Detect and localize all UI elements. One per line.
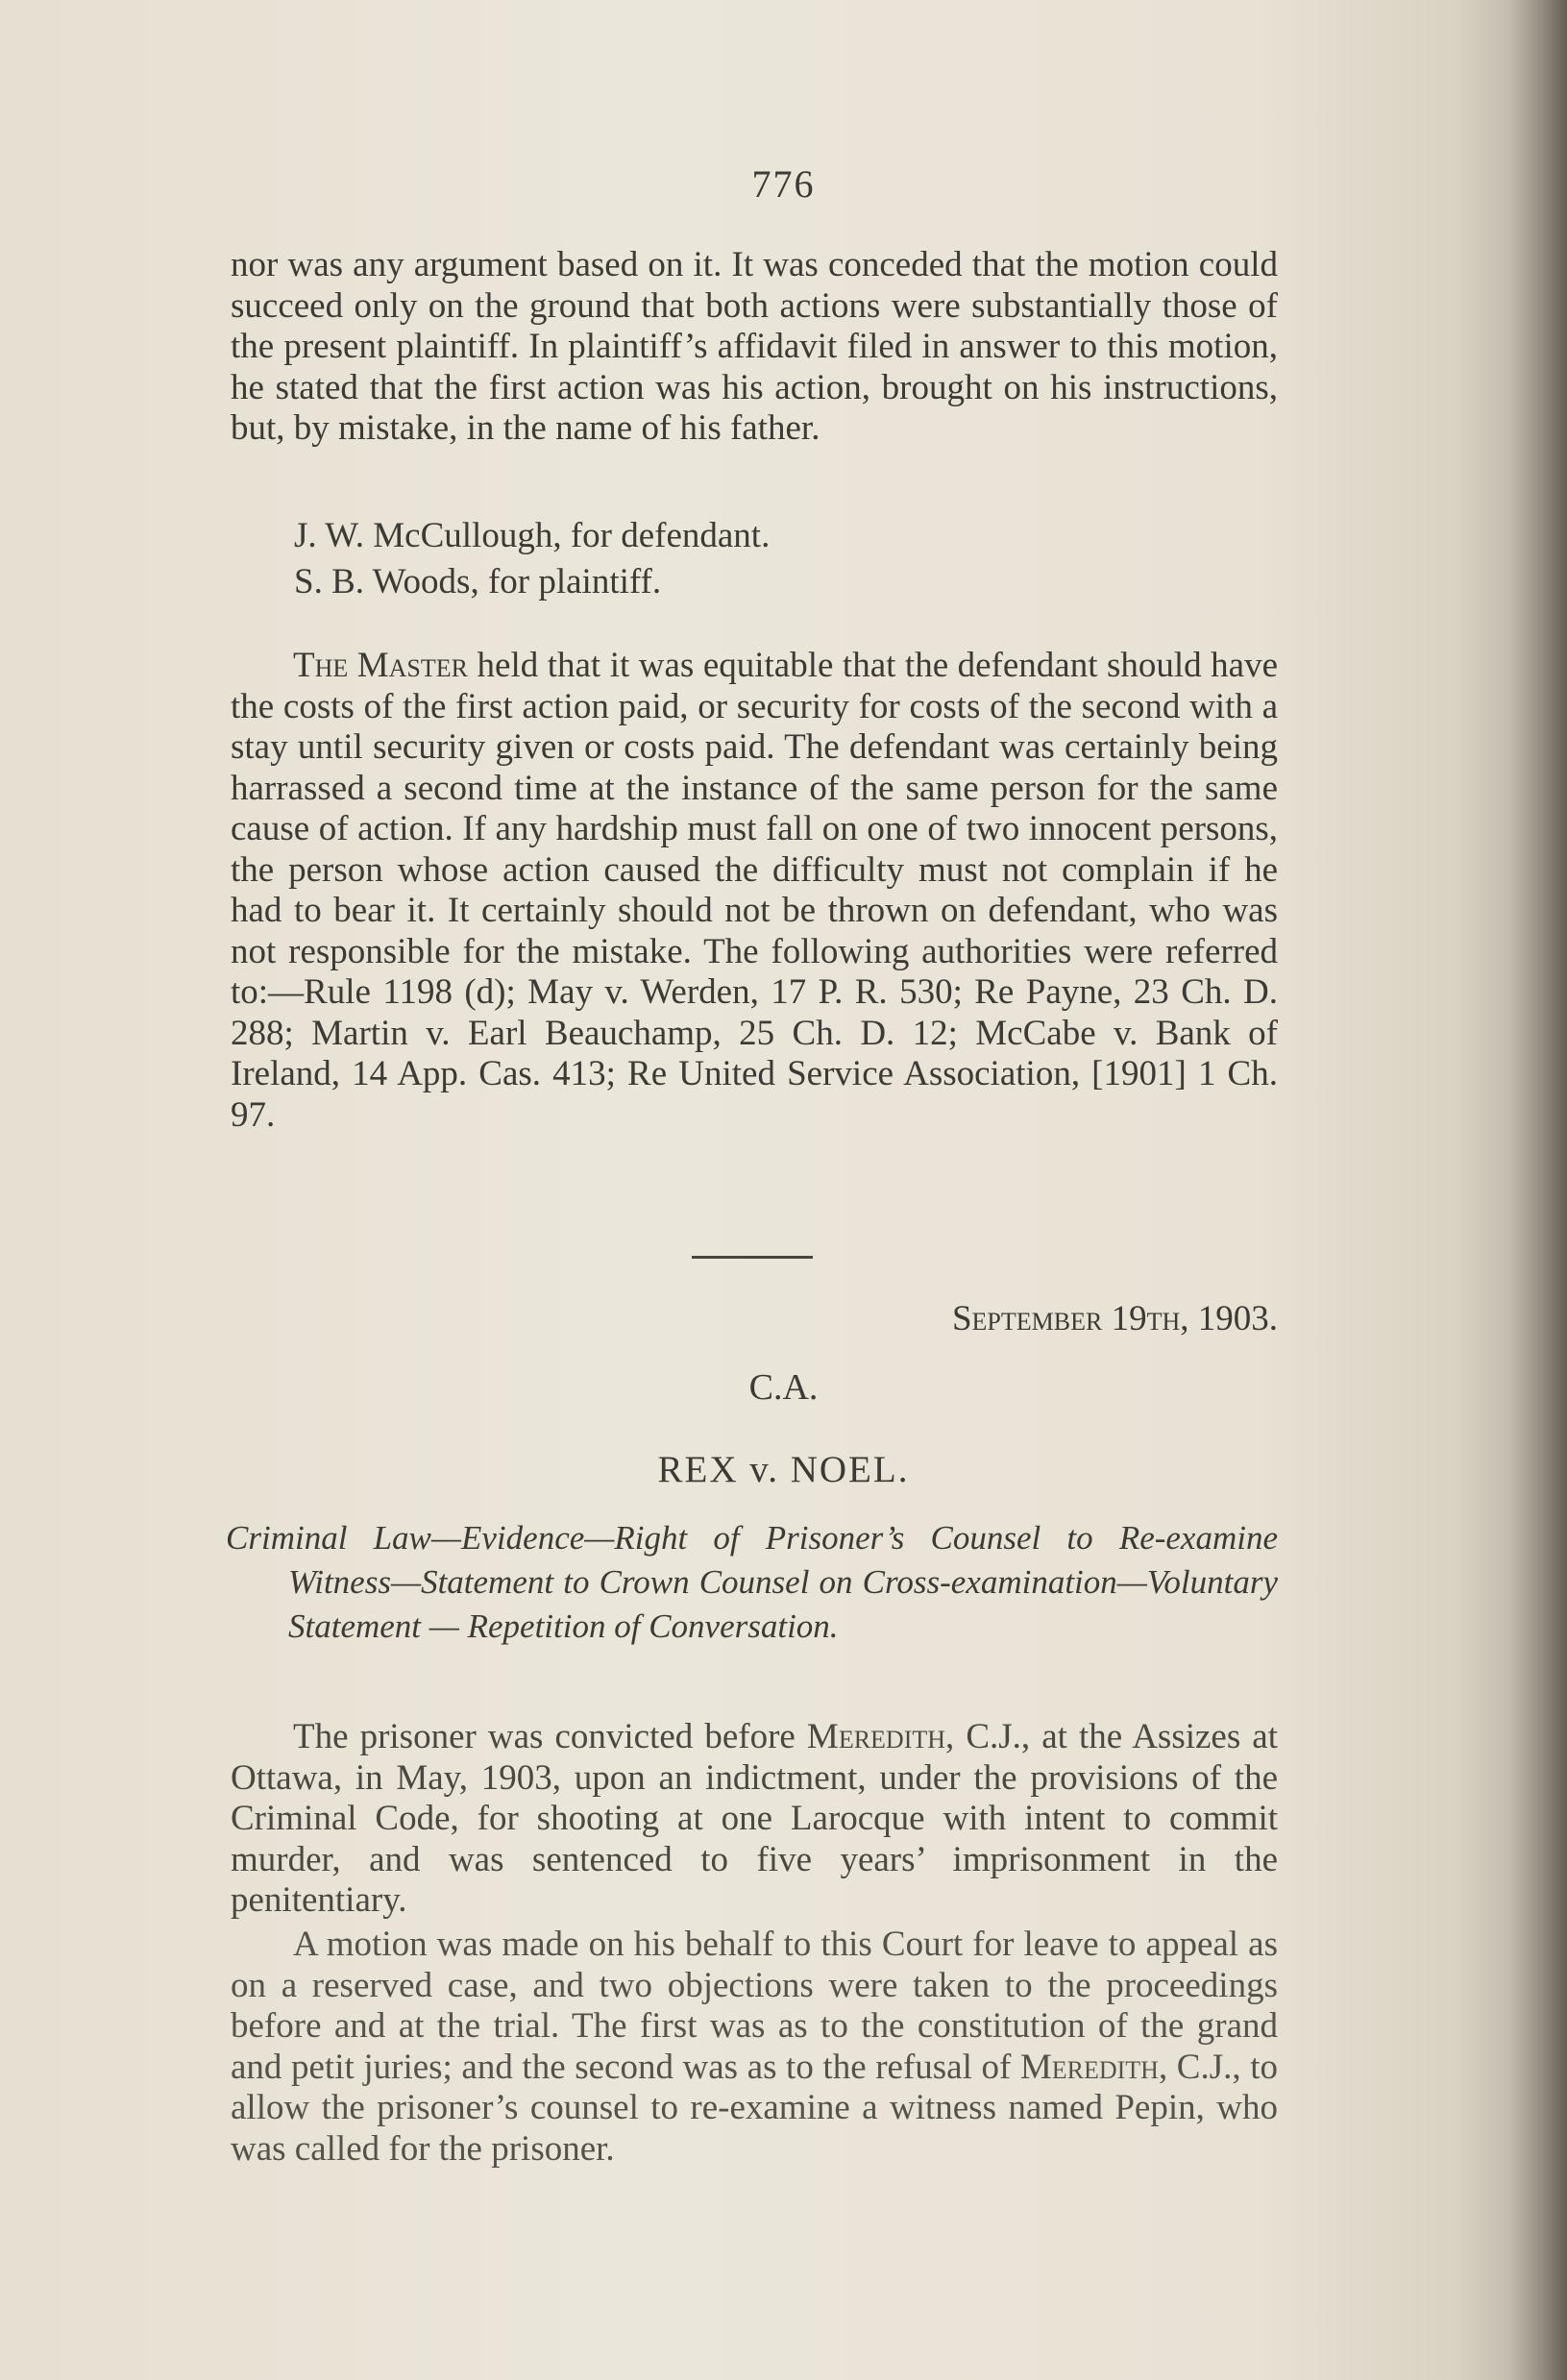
judgment-text [231,646,1278,1136]
facts-text-1 [231,1717,1278,1922]
court-designation: C.A. [748,1367,819,1408]
facts-2-part-a: A motion was made on his behalf to this Court for leave to appeal as on a reserved case, and two objections were taken to the proceedings before and at the trial. The first was as to the constitution of the grand and petit juries; and the second was as to the refusal of [231,1925,1278,2087]
page-number: 776 [751,162,816,206]
section-divider [692,1256,813,1259]
judge-name: Meredith [1019,2047,1159,2087]
judgment-body: held that it was equitable that the defendant should have the costs of the first action paid, or security for costs of the second with a stay until security given or costs paid. The defendant was certainly being harrassed a second time at the instance of the same person for the same cause of action. If any hardship must fall on one of two innocent persons, the person whose action caused the difficulty must not complain if he had to bear it. It certainly should not be thrown on defendant, who was not responsible for the mistake. The following authorities were referred to:—Rule 1198 (d); May v. Werden, 17 P. R. 530; Re Payne, 23 Ch. D. 288; Martin v. Earl Beauchamp, 25 Ch. D. 12; McCabe v. Bank of Ireland, 14 App. Cas. 413; Re United Service Association, [1901] 1 Ch. 97. [231,646,1279,1135]
case-date: September 19th, 1903. [951,1299,1278,1338]
facts-2-part-b: , C.J., to allow the prisoner’s counsel to re-examine a witness named Pepin, who was called for the prisoner. [231,2047,1278,2169]
facts-1-part-b: , C.J., at the Assizes at Ottawa, in May, 1903, upon an indictment, under the provisions of the Criminal Code, for shooting at one Larocque with intent to commit murder, and was sentenced to five years’ imprisonment in the penitentiary. [231,1717,1279,1920]
judge-name: Meredith [806,1717,946,1756]
case-title: REX v. NOEL. [657,1449,910,1490]
opening-paragraph [231,245,1278,450]
opening-text: nor was any argument based on it. It was conceded that the motion could succeed only on the ground that both actions were substantially those of the present plaintiff. In plaintiff’s affidavit filed in answer to this motion, he stated that the first action was his action, brought on his instructions, but, by mistake, in the name of his father. [231,245,1278,448]
counsel-plaintiff: S. B. Woods, for plaintiff. [294,562,662,601]
judgment-paragraph [231,646,1278,1136]
headnote: Criminal Law—Evidence—Right of Prisoner’s Counsel to Re-examine Witness—Statement to Crown Counsel on Cross-examination—Voluntary Statement — Repetition of Conversation. [226,1519,1278,1645]
counsel-defendant: J. W. McCullough, for defendant. [294,516,771,555]
facts-text-2 [231,1925,1278,2170]
facts-1-part-a: The prisoner was convicted before [293,1717,807,1756]
facts-paragraph-2 [231,1925,1278,2170]
page-edge-shadow [1509,0,1567,2380]
judgment-lead: The Master [293,646,469,685]
facts-paragraph-1 [231,1717,1278,1922]
